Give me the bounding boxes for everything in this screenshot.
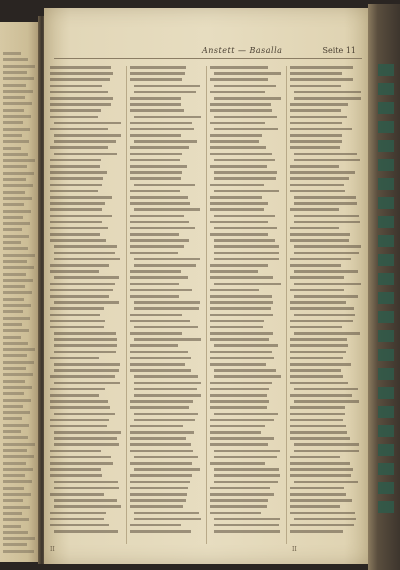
left-page-text-fragment	[3, 342, 28, 345]
thumb-index-tab	[378, 216, 394, 228]
left-page-text-fragment	[3, 499, 23, 502]
left-page-text-fragment	[3, 449, 27, 452]
thumb-index-tab	[378, 368, 394, 380]
left-page-text-fragment	[3, 367, 26, 370]
left-page-text-fragment	[3, 443, 35, 446]
running-head: Anstett — Basalla	[202, 46, 283, 55]
left-page-text-fragment	[3, 210, 31, 213]
left-page-text-fragment	[3, 354, 27, 357]
left-page-text-fragment	[3, 462, 26, 465]
left-page-text-fragment	[3, 348, 35, 351]
footer-mark-left: II	[50, 546, 55, 553]
left-page-text-fragment	[3, 550, 34, 553]
thumb-index-tab	[378, 311, 394, 323]
thumb-index-tab	[378, 254, 394, 266]
directory-column-4	[290, 64, 364, 544]
left-page-text-fragment	[3, 537, 35, 540]
thumb-index-tab	[378, 444, 394, 456]
left-page-text-fragment	[3, 165, 27, 168]
thumb-index-tab	[378, 482, 394, 494]
left-page-text-fragment	[3, 480, 32, 483]
thumb-index-tab	[378, 406, 394, 418]
left-page-text-fragment	[3, 417, 22, 420]
left-page-text-fragment	[3, 172, 34, 175]
left-page-text-fragment	[3, 487, 24, 490]
left-page-text-fragment	[3, 228, 22, 231]
thumb-index-tab	[378, 235, 394, 247]
left-page-text-fragment	[3, 493, 31, 496]
left-page-text-fragment	[3, 329, 29, 332]
thumb-index-tab	[378, 330, 394, 342]
left-page-text-fragment	[3, 52, 21, 55]
thumb-index-tab	[378, 292, 394, 304]
left-page-text-fragment	[3, 336, 21, 339]
left-page-text-fragment	[3, 260, 27, 263]
left-page-text-fragment	[3, 531, 28, 534]
left-page-text-fragment	[3, 254, 35, 257]
left-page-text-fragment	[3, 468, 33, 471]
left-page-text-fragment	[3, 411, 30, 414]
left-page-text-fragment	[3, 134, 22, 137]
footer-mark-right: II	[292, 546, 297, 553]
thumb-index-tab	[378, 102, 394, 114]
left-page-text-fragment	[3, 455, 34, 458]
left-page-text-fragment	[3, 77, 34, 80]
left-page-text-fragment	[3, 373, 33, 376]
left-page-text-fragment	[3, 147, 21, 150]
thumb-index-tab	[378, 463, 394, 475]
left-page-text-fragment	[3, 115, 31, 118]
directory-entry-line	[50, 528, 124, 534]
left-page-text-fragment	[3, 317, 30, 320]
left-page-text-fragment	[3, 71, 27, 74]
column-separator	[126, 66, 127, 544]
thumb-index-tab	[378, 83, 394, 95]
thumb-index-tab	[378, 140, 394, 152]
left-page-text-fragment	[3, 518, 29, 521]
left-page-text-fragment	[3, 285, 25, 288]
left-page-text-fragment	[3, 140, 29, 143]
left-page-text-fragment	[3, 291, 32, 294]
thumb-index-tab	[378, 501, 394, 513]
left-page-text-fragment	[3, 241, 21, 244]
left-page-text-fragment	[3, 323, 22, 326]
directory-column-2	[130, 64, 204, 544]
left-page-text-fragment	[3, 380, 25, 383]
column-separator	[286, 66, 287, 544]
left-page-text-fragment	[3, 512, 22, 515]
left-page-text-fragment	[3, 399, 31, 402]
left-page-text-fragment	[3, 361, 34, 364]
thumb-index-tab	[378, 387, 394, 399]
left-page-text-fragment	[3, 506, 30, 509]
left-page-text-fragment	[3, 121, 23, 124]
left-page-text-fragment	[3, 58, 28, 61]
left-page-text-fragment	[3, 543, 27, 546]
left-page-text-fragment	[3, 525, 21, 528]
left-page-text-fragment	[3, 197, 32, 200]
thumb-index-tab	[378, 159, 394, 171]
left-page-text-fragment	[3, 216, 23, 219]
left-page-text-fragment	[3, 235, 29, 238]
left-page-text-fragment	[3, 273, 26, 276]
page-edge-thumb-index	[368, 4, 400, 570]
directory-entry-line	[130, 528, 204, 534]
left-page-text-fragment	[3, 184, 33, 187]
left-page-text-fragment	[3, 310, 23, 313]
thumb-index-tab	[378, 121, 394, 133]
directory-page	[44, 8, 370, 564]
left-page-text-fragment	[3, 405, 23, 408]
left-page-edge	[0, 22, 40, 562]
left-page-text-fragment	[3, 128, 30, 131]
left-page-text-fragment	[3, 474, 25, 477]
left-page-text-fragment	[3, 222, 30, 225]
page-number: Seite 11	[322, 46, 356, 55]
left-page-text-fragment	[3, 298, 24, 301]
left-page-text-fragment	[3, 386, 32, 389]
left-page-text-fragment	[3, 109, 24, 112]
thumb-index-tab	[378, 64, 394, 76]
left-page-text-fragment	[3, 247, 28, 250]
directory-column-1	[50, 64, 124, 544]
thumb-index-tab	[378, 273, 394, 285]
left-page-text-fragment	[3, 65, 35, 68]
left-page-text-fragment	[3, 279, 33, 282]
thumb-index-tab	[378, 425, 394, 437]
column-separator	[206, 66, 207, 544]
directory-entry-line	[290, 528, 364, 534]
left-page-text-fragment	[3, 84, 26, 87]
left-page-text-fragment	[3, 203, 24, 206]
left-page-text-fragment	[3, 102, 32, 105]
left-page-text-fragment	[3, 424, 29, 427]
thumb-index-tab	[378, 178, 394, 190]
left-page-text-fragment	[3, 178, 26, 181]
left-page-text-fragment	[3, 392, 24, 395]
left-page-text-fragment	[3, 96, 25, 99]
left-page-text-fragment	[3, 304, 31, 307]
directory-column-3	[210, 64, 284, 544]
left-page-text-fragment	[3, 430, 21, 433]
left-page-text-fragment	[3, 90, 33, 93]
left-page-text-fragment	[3, 153, 28, 156]
left-page-text-fragment	[3, 436, 28, 439]
thumb-index-tab	[378, 197, 394, 209]
directory-entry-line	[210, 528, 284, 534]
thumb-index-tab	[378, 349, 394, 361]
left-page-text-fragment	[3, 159, 35, 162]
left-page-text-fragment	[3, 266, 34, 269]
left-page-text-fragment	[3, 191, 25, 194]
header-rule	[54, 58, 362, 59]
